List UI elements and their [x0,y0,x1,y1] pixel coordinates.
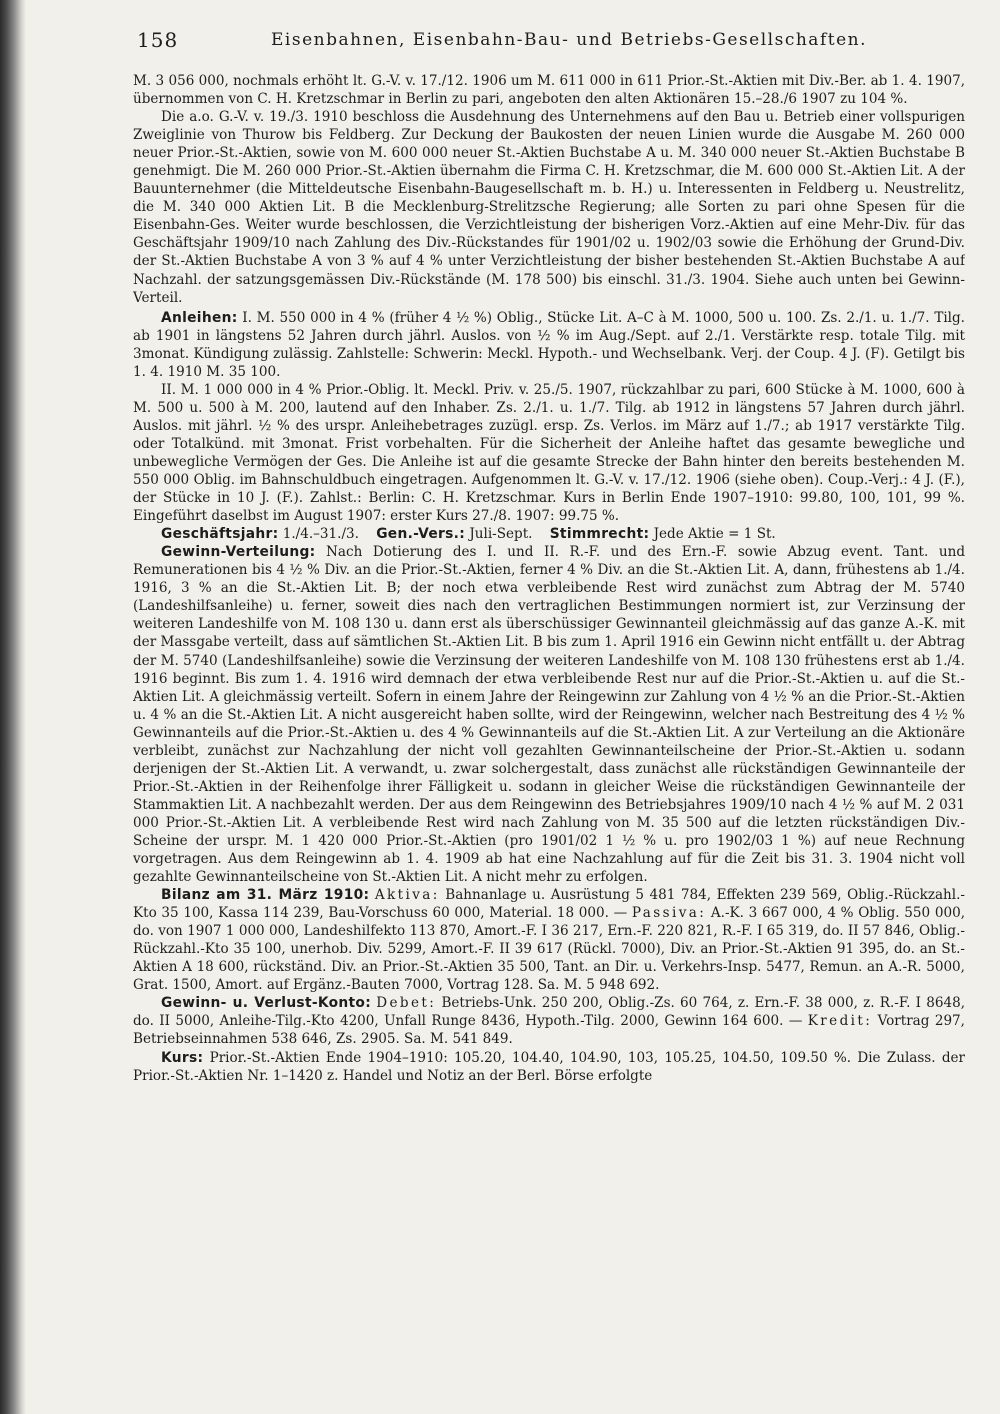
kurs-text: Prior.-St.-Aktien Ende 1904–1910: 105.20, 104.40, 104.90, 103, 105.25, 104.50, 109.50 %. Die Zulass. der Prior.-St.-Aktien Nr. 1–1420 z. Handel und Notiz an der Berl. Börse erfolgte [133,1049,965,1084]
paragraph-capital-increase: M. 3 056 000, nochmals erhöht lt. G.-V. v. 17./12. 1906 um M. 611 000 in 611 Prior.-St.-Aktien mit Div.-Ber. ab 1. 4. 1907, übernommen von C. H. Kretzschmar in Berlin zu pari, angeboten den alten Aktionären 15.–28./6 1907 zu 104 %. [133,73,965,108]
anleihen-first-loan: I. M. 550 000 in 4 % (früher 4 ½ %) Oblig., Stücke Lit. A–C à M. 1000, 500 u. 100. Zs. 2./1. u. 1./7. Tilg. ab 1901 in längstens 52 Jahren durch jährl. Auslos. von ½ % im Aug./Sept. auf 2./1. Verstärkte resp. totale Tilg. mit 3monat. Kündigung zulässig. Zahlstelle: Schwerin: Meckl. Hypoth.- und Wechselbank. Verj. der Coup. 4 J. (F). Getilgt bis 1. 4. 1910 M. 35 100. [133,309,965,380]
bilanz-passiva-label: Passiva: [631,905,707,922]
guv-kredit-text: Vortrag 297, Betriebseinnahmen 538 646, Zs. 2905. Sa. M. 541 849. [133,1013,965,1048]
guv-debet-label: Debet: [376,995,437,1012]
anleihen-second-loan: II. M. 1 000 000 in 4 % Prior.-Oblig. lt. Meckl. Priv. v. 25./5. 1907, rückzahlbar zu pari, 600 Stücke à M. 1000, 600 à M. 500 u. 500 à M. 200, lautend auf den Inhaber. Zs. 2./1. u. 1./7. Tilg. ab 1912 in längstens 57 Jahren durch jährl. Auslos. mit jährl. ½ % des urspr. Anleihebetrages zuzügl. ersp. Zs. Verlos. im März auf 1./7.; ab 1917 verstärkte Tilg. oder Totalkünd. mit 3monat. Frist vorbehalten. Für die Sicherheit der Anleihe haftet das gesamte bewegliche und unbewegliche Vermögen der Ges. Die Anleihe ist auf die gesamte Strecke der Bahn hinter den bereits bestehenden M. 550 000 Oblig. im Bahnschuldbuch eingetragen. Aufgenommen lt. G.-V. v. 17./12. 1906 (siehe oben). Coup.-Verj.: 4 J. (F.), der Stücke in 10 J. (F.). Zahlst.: Berlin: C. H. Kretzschmar. Kurs in Berlin Ende 1907–1910: 99.80, 100, 101, 99 %. Eingeführt daselbst im August 1907: erster Kurs 27./8. 1907: 99.75 %. [133,381,965,525]
gewinn-verteilung-label: Gewinn-Verteilung: [161,544,316,561]
bilanz-label: Bilanz am 31. März 1910: [161,887,370,904]
section-anleihen [133,309,965,381]
geschaeftsjahr-label: Geschäftsjahr: [161,526,279,543]
gen-vers-label: Gen.-Vers.: [376,526,466,543]
section-gewinn-verlust-konto [133,994,965,1048]
stimmrecht-label: Stimmrecht: [549,526,650,543]
section-bilanz [133,886,965,994]
page-number: 158 [137,28,179,52]
geschaeftsjahr-value: 1./4.–31./3. [282,526,359,543]
bilanz-aktiva-label: Aktiva: [374,887,440,904]
kurs-label: Kurs: [161,1049,204,1066]
anleihen-label: Anleihen: [161,309,238,326]
book-binding-edge [0,0,26,1414]
bilanz-aktiva-text: Bahnanlage u. Ausrüstung 5 481 784, Effekten 239 569, Oblig.-Rückzahl.-Kto 35 100, Kassa 114 239, Bau-Vorschuss 60 000, Material. 18 000. — [133,887,965,922]
running-head: Eisenbahnen, Eisenbahn-Bau- und Betriebs-Gesellschaften. [271,30,867,50]
page-body [133,72,965,1085]
gen-vers-value: Juli-Sept. [469,526,533,543]
gewinn-verteilung-text: Nach Dotierung des I. und II. R.-F. und des Ern.-F. sowie Abzug event. Tant. und Remunerationen bis 4 ½ % Div. an die Prior.-St.-Aktien, ferner 4 % Div. an die St.-Aktien Lit. A, dann, frühestens ab 1./4. 1916, 3 % an die St.-Aktien Lit. B; der noch etwa verbleibende Rest wird zunächst zum Abtrag der M. 5740 (Landeshilfsanleihe) u. ferner, soweit dies nach den vertraglichen Bestimmungen normiert ist, zur Verzinsung der weiteren Landeshilfe von M. 108 130 u. dann erst als überschüssiger Gewinnanteil gleichmässig auf das ganze A.-K. mit der Massgabe verteilt, dass auf sämtlichen St.-Aktien Lit. B bis zum 1. April 1916 ein Gewinn nicht entfällt u. der Abtrag der M. 5740 (Landeshilfsanleihe) sowie die Verzinsung der weiteren Landeshilfe von M. 108 130 frühestens erst ab 1./4. 1916 beginnt. Bis zum 1. 4. 1916 wird demnach der etwa verbleibende Rest nur auf die Prior.-St.-Aktien u. auf die St.-Aktien Lit. A gleichmässig verteilt. Sofern in einem Jahre der Reingewinn zur Zahlung von 4 ½ % an die Prior.-St.-Aktien u. 4 % an die St.-Aktien Lit. A nicht ausgereicht haben sollte, wird der Reingewinn, welcher nach Bestreitung des 4 ½ % Gewinnanteils auf die Prior.-St.-Aktien u. des 4 % Gewinnanteils auf die St.-Aktien Lit. A zur Verteilung an die Aktionäre verbleibt, zunächst zur Nachzahlung der nicht voll gezahlten Gewinnanteilscheine der Prior.-St.-Aktien u. sodann derjenigen der St.-Aktien Lit. A verwandt, u. zwar solchergestalt, dass zunächst alle rückständigen Gewinnanteile der Prior.-St.-Aktien in der Reihenfolge ihrer Fälligkeit u. sodann in gleicher Weise die rückständigen Gewinnanteile der Stammaktien Lit. A nachbezahlt werden. Der aus dem Reingewinn des Betriebsjahres 1909/10 nach 4 ½ % auf M. 2 031 000 Prior.-St.-Aktien Lit. A verbleibende Rest wird nach Zahlung von M. 35 500 auf die letzten rückständigen Div.-Scheine der urspr. M. 1 420 000 Prior.-St.-Aktien (pro 1901/02 1 ½ % u. pro 1902/03 1 %) auf neue Rechnung vorgetragen. Aus dem Reingewinn ab 1. 4. 1909 ab hat eine Nachzahlung auf für die Zeit bis 31. 3. 1904 nicht voll gezahlte Gewinnanteilscheine von St.-Aktien Lit. A nicht mehr zu erfolgen. [133,544,965,886]
page-header [133,26,965,66]
document-page [133,26,965,1396]
paragraph-extension-resolution: Die a.o. G.-V. v. 19./3. 1910 beschloss die Ausdehnung des Unternehmens auf den Bau u. Betrieb einer vollspurigen Zweiglinie von Thurow bis Feldberg. Zur Deckung der Baukosten der neuen Linien wurde die Ausgabe M. 260 000 neuer Prior.-St.-Aktien, sowie von M. 600 000 neuer St.-Aktien Buchstabe A u. M. 340 000 neuer St.-Aktien Buchstabe B genehmigt. Die M. 260 000 Prior.-St.-Aktien übernahm die Firma C. H. Kretzschmar, die M. 600 000 St.-Aktien Lit. A der Bauunternehmer (die Mitteldeutsche Eisenbahn-Baugesellschaft m. b. H.) u. Interessenten in Feldberg u. Neustrelitz, die M. 340 000 Aktien Lit. B die Mecklenburg-Strelitzsche Regierung; alle Sorten zu pari ohne Spesen für die Eisenbahn-Ges. Weiter wurde beschlossen, die Verzichtleistung der bisherigen Vorz.-Aktien auf eine Mehr-Div. für das Geschäftsjahr 1909/10 nach Zahlung des Div.-Rückstandes für 1901/02 u. 1902/03 sowie die Erhöhung der Grund-Div. der St.-Aktien Buchstabe A von 3 % auf 4 % unter Verzichtleistung der bisher bestehenden St.-Aktien Buchstabe A auf Nachzahl. der satzungsgemässen Div.-Rückstände (M. 178 500) bis einschl. 31./3. 1904. Siehe auch unten bei Gewinn-Verteil. [133,109,965,306]
stimmrecht-value: Jede Aktie = 1 St. [653,526,776,543]
guv-kredit-label: Kredit: [807,1013,873,1030]
section-kurs [133,1049,965,1085]
guv-label: Gewinn- u. Verlust-Konto: [161,995,372,1012]
section-meta [133,525,965,543]
bilanz-passiva-text: A.-K. 3 667 000, 4 % Oblig. 550 000, do. von 1907 1 000 000, Landeshilfekto 113 870, Amort.-F. I 36 217, Ern.-F. 220 821, R.-F. I 65 319, do. II 57 846, Oblig.-Rückzahl.-Kto 35 100, unerhob. Div. 5299, Amort.-F. II 39 617 (Rückl. 7000), Div. an Prior.-St.-Aktien 91 395, do. an St.-Aktien A 18 600, rückständ. Div. an Prior.-St.-Aktien 35 500, Tant. an Dir. u. Verkehrs-Insp. 5477, Remun. an A.-R. 5000, Grat. 1500, Amort. auf Ergänz.-Bauten 7000, Vortrag 128. Sa. M. 5 948 692. [133,905,965,994]
section-gewinn-verteilung [133,543,965,886]
guv-debet-text: Betriebs-Unk. 250 200, Oblig.-Zs. 60 764, z. Ern.-F. 38 000, z. R.-F. I 8648, do. II 5000, Anleihe-Tilg.-Kto 4200, Unfall Runge 8436, Hypoth.-Tilg. 2000, Gewinn 164 600. — [133,995,965,1030]
